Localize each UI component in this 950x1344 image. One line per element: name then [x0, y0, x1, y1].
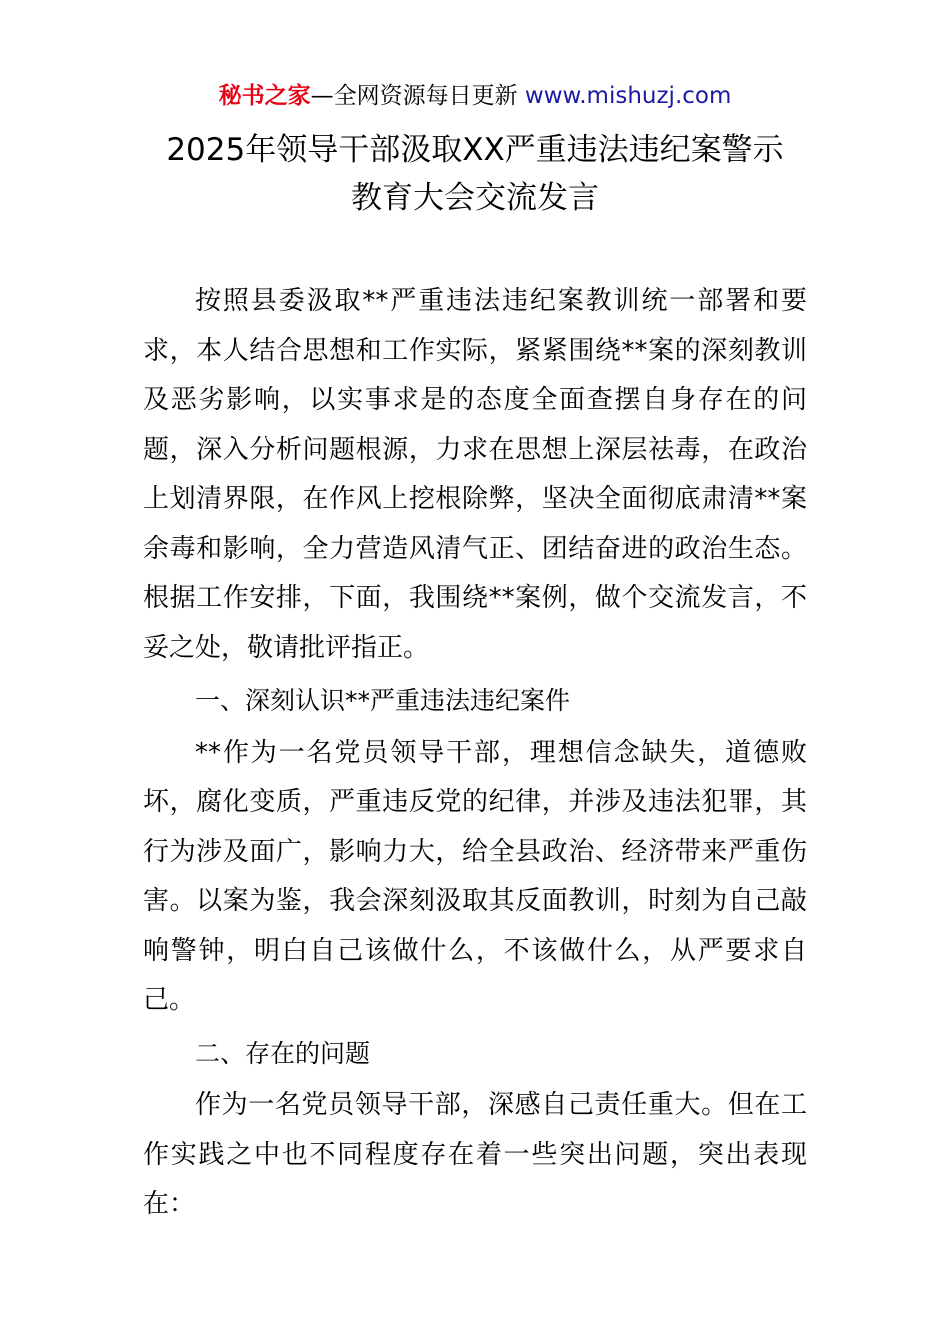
- paragraph-section-1: **作为一名党员领导干部，理想信念缺失，道德败坏，腐化变质，严重违反党的纪律，并涉及违法犯罪，其行为涉及面广，影响力大，给全县政治、经济带来严重伤害。以案为鉴，我会深刻汲取其反面教训，时刻为自己敲响警钟，明白自己该做什么，不该做什么，从严要求自己。: [143, 737, 807, 1015]
- document-body: [143, 277, 807, 1230]
- site-header: [0, 80, 950, 112]
- title-line-1: 2025年领导干部汲取XX严重违法违纪案警示: [166, 132, 784, 168]
- header-slogan: —全网资源每日更新: [310, 83, 518, 109]
- paragraph-intro: 按照县委汲取**严重违法违纪案教训统一部署和要求，本人结合思想和工作实际，紧紧围绕**案的深刻教训及恶劣影响，以实事求是的态度全面查摆自身存在的问题，深入分析问题根源，力求在思想上深层祛毒，在政治上划清界限，在作风上挖根除弊，坚决全面彻底肃清**案余毒和影响，全力营造风清气正、团结奋进的政治生态。根据工作安排，下面，我围绕**案例，做个交流发言，不妥之处，敬请批评指正。: [143, 286, 807, 663]
- brand-name: 秘书之家: [218, 83, 311, 109]
- section-heading-1: 一、深刻认识**严重违法违纪案件: [195, 686, 571, 715]
- site-url-link[interactable]: www.mishuzj.com: [524, 83, 732, 109]
- paragraph-section-2: 作为一名党员领导干部，深感自己责任重大。但在工作实践之中也不同程度存在着一些突出问题，突出表现在：: [143, 1090, 807, 1219]
- section-heading-2: 二、存在的问题: [195, 1038, 371, 1068]
- title-line-2: 教育大会交流发言: [351, 180, 599, 216]
- document-title: [0, 126, 950, 222]
